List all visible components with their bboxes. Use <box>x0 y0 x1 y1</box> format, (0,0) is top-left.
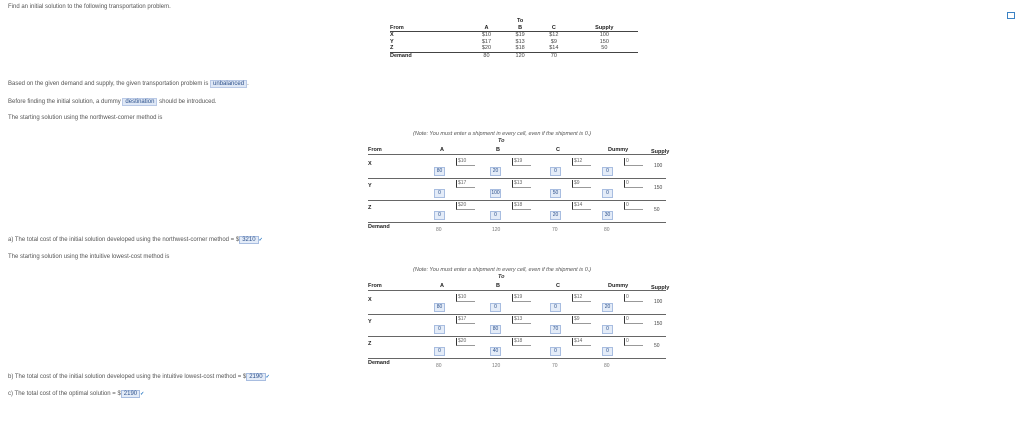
grid-row-label: Y <box>368 319 372 325</box>
col-header: B <box>503 25 537 32</box>
grid-supply-value: 150 <box>654 321 663 327</box>
cost-value: $19 <box>514 294 523 300</box>
grid-col-header: C <box>556 147 560 153</box>
supply-label: Supply <box>571 25 638 32</box>
cost-cell: $20 <box>470 45 504 52</box>
cost-cell: $10 <box>481 32 492 38</box>
cost-value: $14 <box>574 338 583 344</box>
cost-cell: $19 <box>515 32 525 38</box>
grid-demand-label: Demand <box>368 224 390 230</box>
cost-value: $18 <box>514 338 523 344</box>
shipment-input[interactable]: 0 <box>550 347 561 356</box>
shipment-input[interactable]: 0 <box>434 325 445 334</box>
period: . <box>247 81 249 87</box>
ilc-solution-grid <box>368 267 670 369</box>
question-a <box>8 237 263 243</box>
shipment-input[interactable]: 0 <box>602 325 613 334</box>
question-b-text: b) The total cost of the initial solution developed using the intuitive lowest-cost method = $ <box>8 374 247 380</box>
shipment-input[interactable]: 0 <box>602 347 613 356</box>
cost-value: $19 <box>514 158 523 164</box>
cost-value: $9 <box>574 316 580 322</box>
cost-cell: $18 <box>503 45 537 52</box>
check-icon: ✓ <box>265 374 270 380</box>
shipment-input[interactable]: 100 <box>491 190 500 196</box>
check-icon: ✓ <box>140 391 145 397</box>
shipment-input[interactable]: 50 <box>550 189 561 198</box>
grid-supply-value: 100 <box>654 163 663 169</box>
cost-value: $14 <box>574 202 583 208</box>
grid-from-label: From <box>368 283 382 289</box>
from-label: From <box>390 25 470 32</box>
grid-divider <box>368 200 666 201</box>
shipment-input[interactable]: 0 <box>602 189 613 198</box>
grid-supply-value: 100 <box>654 299 663 305</box>
shipment-input[interactable]: 0 <box>434 347 445 356</box>
grid-demand-value: 80 <box>436 227 442 233</box>
shipment-input[interactable]: 80 <box>434 303 445 312</box>
shipment-input[interactable]: 80 <box>434 167 445 176</box>
shipment-input[interactable]: 0 <box>434 189 445 198</box>
grid-supply-label: Supply <box>651 149 670 155</box>
cost-value: $13 <box>514 316 523 322</box>
grid-divider <box>368 178 666 179</box>
grid-supply-value: 50 <box>654 343 660 349</box>
grid-row-label: X <box>368 161 372 167</box>
demand-cell: 80 <box>483 52 490 59</box>
grid-divider <box>368 336 666 337</box>
cost-value: $18 <box>514 202 523 208</box>
grid-col-header: A <box>440 147 444 153</box>
grid-demand-value: 120 <box>492 363 501 369</box>
shipment-input[interactable]: 20 <box>490 167 501 176</box>
shipment-input[interactable]: 0 <box>602 167 613 176</box>
supply-cell: 150 <box>599 38 609 45</box>
cost-value: $17 <box>458 316 467 322</box>
grid-demand-value: 80 <box>604 227 610 233</box>
grid-col-header: C <box>556 283 560 289</box>
cost-value: 0 <box>626 202 629 208</box>
intro-text: Find an initial solution to the following transportation problem. <box>8 4 171 10</box>
grid-divider <box>368 290 666 291</box>
grid-row-label: Z <box>368 341 372 347</box>
nw-solution-grid <box>368 131 670 233</box>
row-label: Z <box>390 45 470 52</box>
shipment-input[interactable]: 0 <box>550 303 561 312</box>
dummy-statement <box>8 99 216 105</box>
grid-col-header: Dummy <box>608 147 629 153</box>
ilc-intro: The starting solution using the intuitive lowest-cost method is <box>8 254 170 260</box>
cost-value: $10 <box>458 158 467 164</box>
grid-to-label: To <box>498 138 505 144</box>
cost-value: $20 <box>458 338 467 344</box>
answer-c[interactable]: 2190 <box>121 390 140 398</box>
row-label: X <box>390 32 394 38</box>
cost-value: $10 <box>458 294 467 300</box>
cost-cell: $9 <box>550 38 557 45</box>
shipment-input[interactable]: 40 <box>490 347 501 356</box>
grid-divider <box>368 222 666 223</box>
cost-cell: $14 <box>537 45 571 52</box>
cost-value: $13 <box>514 180 523 186</box>
row-label: Y <box>390 38 394 45</box>
cost-value: $17 <box>458 180 467 186</box>
cost-value: 0 <box>626 180 629 186</box>
cost-value: 0 <box>626 294 629 300</box>
dummy-post-text: should be introduced. <box>159 99 217 105</box>
cost-cell: $13 <box>515 38 525 45</box>
grid-col-header: B <box>496 283 500 289</box>
grid-divider <box>368 154 666 155</box>
grid-demand-value: 80 <box>436 363 442 369</box>
edit-icon[interactable] <box>1007 12 1015 19</box>
check-icon: ✓ <box>258 237 263 243</box>
grid-supply-value: 150 <box>654 185 663 191</box>
grid-row-label: X <box>368 297 372 303</box>
dummy-text: Before finding the initial solution, a dummy <box>8 99 121 105</box>
nw-intro: The starting solution using the northwest-corner method is <box>8 115 163 121</box>
question-b <box>8 374 270 380</box>
cost-value: $12 <box>574 158 583 164</box>
shipment-input[interactable]: 20 <box>550 211 561 220</box>
cost-value: 0 <box>626 158 629 164</box>
demand-cell: 70 <box>550 52 557 59</box>
grid-demand-value: 70 <box>552 227 558 233</box>
question-a-text: a) The total cost of the initial solution developed using the northwest-corner method = $ <box>8 237 240 243</box>
cost-cell: $12 <box>549 32 559 38</box>
grid-col-header: B <box>496 147 500 153</box>
cost-cell: $17 <box>481 38 492 45</box>
grid-demand-value: 70 <box>552 363 558 369</box>
grid-note: (Note: You must enter a shipment in every cell, even if the shipment is 0.) <box>413 131 592 137</box>
shipment-input[interactable]: 0 <box>490 303 501 312</box>
shipment-input[interactable]: 0 <box>434 211 445 220</box>
grid-to-label: To <box>498 274 505 280</box>
shipment-input[interactable]: 30 <box>602 211 613 220</box>
cost-value: $12 <box>574 294 583 300</box>
grid-demand-value: 120 <box>492 227 501 233</box>
dummy-answer[interactable]: destination <box>122 98 157 106</box>
shipment-input[interactable]: 0 <box>490 211 501 220</box>
shipment-input[interactable]: 20 <box>602 303 613 312</box>
balance-text: Based on the given demand and supply, the given transportation problem is <box>8 81 209 87</box>
answer-b[interactable]: 2190 <box>246 373 265 381</box>
grid-supply-label: Supply <box>651 285 670 291</box>
to-label: To <box>516 18 524 24</box>
shipment-input[interactable]: 70 <box>550 325 561 334</box>
demand-label: Demand <box>390 52 412 59</box>
grid-col-header: Dummy <box>608 283 629 289</box>
balance-statement <box>8 81 249 87</box>
problem-table <box>390 18 638 59</box>
cost-value: 0 <box>626 316 629 322</box>
grid-demand-label: Demand <box>368 360 390 366</box>
grid-supply-value: 50 <box>654 207 660 213</box>
cost-value: 0 <box>626 338 629 344</box>
col-header: A <box>470 25 504 32</box>
balance-answer[interactable]: unbalanced <box>210 80 247 88</box>
grid-divider <box>368 314 666 315</box>
grid-demand-value: 80 <box>604 363 610 369</box>
col-header: C <box>537 25 571 32</box>
cost-value: $20 <box>458 202 467 208</box>
grid-row-label: Y <box>368 183 372 189</box>
supply-cell: 50 <box>571 45 638 52</box>
cost-value: $9 <box>574 180 580 186</box>
grid-row-label: Z <box>368 205 372 211</box>
grid-col-header: A <box>440 283 444 289</box>
grid-divider <box>368 358 666 359</box>
grid-note: (Note: You must enter a shipment in every cell, even if the shipment is 0.) <box>413 267 592 273</box>
question-c-text: c) The total cost of the optimal solution = $ <box>8 391 121 397</box>
answer-a[interactable]: 3210 <box>239 236 258 244</box>
demand-cell: 120 <box>515 52 525 59</box>
shipment-input[interactable]: 80 <box>490 325 501 334</box>
shipment-input[interactable]: 0 <box>550 167 561 176</box>
question-c <box>8 391 144 397</box>
grid-from-label: From <box>368 147 382 153</box>
supply-cell: 100 <box>599 32 609 38</box>
